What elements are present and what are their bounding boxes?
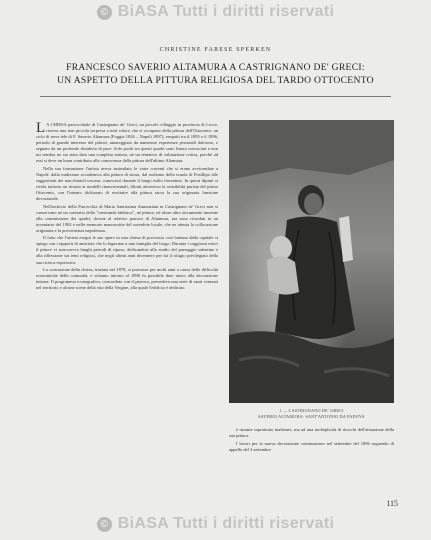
article-title xyxy=(18,62,413,87)
caption-line-2: SAVERIO ALTAMURA: SANT'ANTONIO DA PADOVA xyxy=(258,413,365,419)
figure-caption xyxy=(229,408,394,419)
body-paragraph: è rimaste soprattutto inalterate, ma ad una molteplicità di ritocchi dell'attuazione della sua pittura. xyxy=(229,427,394,439)
title-divider xyxy=(40,96,391,97)
watermark-top xyxy=(0,0,431,24)
watermark-text: BiASA Tutti i diritti riservati xyxy=(117,515,335,532)
body-paragraph: I lavori per la nuova decorazione continuarono nel settembre del 1896 seguendo di appello del 3 settembre xyxy=(229,440,394,452)
body-column-left xyxy=(36,122,218,293)
body-paragraph: Nell'archivio della Parrocchia di Maria Santissima Annunziata in Castrignano de' Greci non si conservano né un contratto della "veneranda fabbrica", né pitture, né alcun altro documento inerente alla commissione dei quadri, dovute al relativo parroco di Altamura, ma sono ricordati in un inventario del 1902 e nelle memorie manoscritte del sacerdote locale, che ne attesta la collocazione originaria e la provenienza napoletana. xyxy=(36,203,218,233)
painting-photograph xyxy=(229,120,394,403)
watermark-text: BiASA Tutti i diritti riservati xyxy=(117,3,335,20)
body-paragraph: La costruzione della chiesa, iniziata nel 1878, si protrasse per molti anni a causa delle difficoltà economiche della comunità, e soltanto intorno al 1890 fu possibile dare inizio alla decorazione interna. Il programma iconografico, concordato con il parroco, prevedeva una serie di santi venerati nel territorio e alcune scene della vita della Vergine, alla quale l'edificio è dedicato. xyxy=(36,267,218,291)
body-paragraph: L A CHIESA parrocchiale di Castrignano de' Greci, un piccolo villaggio in provincia di Lecce, riserva una non piccola sorpresa a tutti coloro che si occupano della pittura dell'Ottocento: un ciclo di nove tele di F. Saverio Altamura (Foggia 1826 – Napoli 1897), eseguiti tra il 1895 e il 1896, periodo di grande interesse del pittore, amareggiato da numerose esperienze personali dolorose, e segnato da un profondo desiderio di pace. Solo pochi tra questi quadri sono finora conosciuti e non mi sembra ne sia stata data una completa notizia, né un tentativo di valutazione critica, perché ad essi si deve un buon contributo alla conoscenza della pittura dell'ultimo Altamura. xyxy=(36,120,218,164)
watermark-bottom xyxy=(0,512,431,536)
page-number: 115 xyxy=(386,499,398,508)
body-paragraph: Il fatto che l'artista eseguì le sue opere in una chiesa di provincia così lontana dalla capitale si spiega con i rapporti di amicizia che lo legavano a una famiglia del luogo. Durante i soggiorni estivi il pittore vi trascorreva lunghi periodi di riposo, dedicandosi allo studio del paesaggio salentino e alla riflessione sui temi religiosi, che negli ultimi anni divennero per lui il rifugio privilegiato della sua ricerca espressiva. xyxy=(36,235,218,265)
article-author: CHRISTINE FARESE SPERKEN xyxy=(159,47,272,53)
body-column-right xyxy=(229,427,394,454)
caption-line-1: 1 — CASTRIGNANO DE' GRECI xyxy=(279,408,344,413)
copyright-icon: © xyxy=(97,5,112,20)
drop-cap: L xyxy=(36,120,46,136)
body-paragraph: Nella sua formazione l'artista aveva assimilato le varie correnti che si erano avvicendate a Napoli: dalla tradizione accademica alla pittura di storia, dal realismo della scuola di Posillipo alle suggestioni dei macchiaioli toscani, conosciuti durante il lungo esilio fiorentino. In questi dipinti si rivela tuttavia un ritorno ai modelli rinascimentali, filtrati attraverso la sensibilità purista del primo Ottocento, con l'intento dichiarato di restituire alla pittura sacra la sua originaria funzione devozionale. xyxy=(36,165,218,202)
title-line-1: FRANCESCO SAVERIO ALTAMURA A CASTRIGNANO DE' GRECI: xyxy=(66,62,365,73)
copyright-icon: © xyxy=(97,517,112,532)
title-line-2: UN ASPETTO DELLA PITTURA RELIGIOSA DEL TARDO OTTOCENTO xyxy=(57,74,374,86)
